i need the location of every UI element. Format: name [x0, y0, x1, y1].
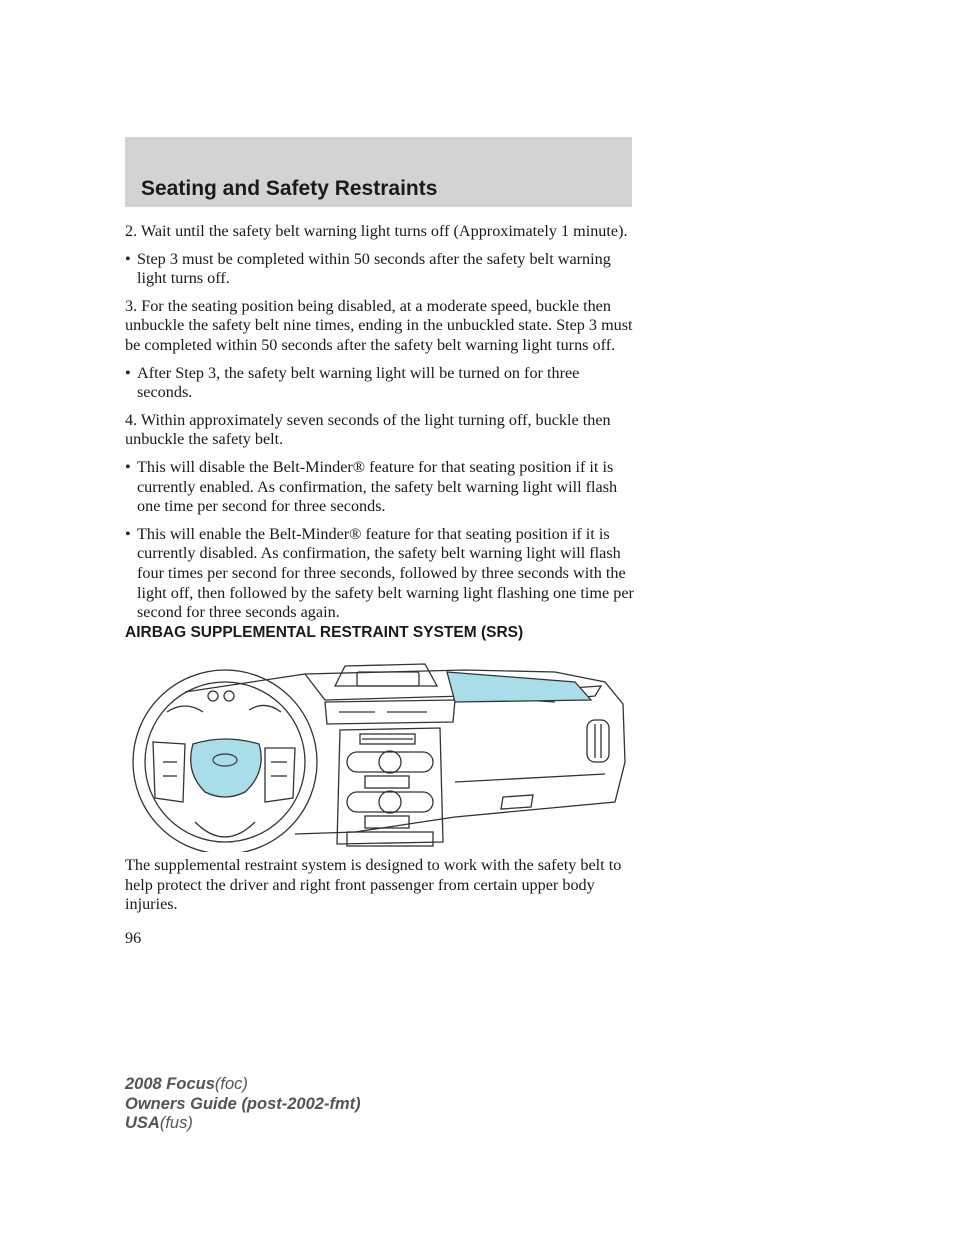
center-display [335, 664, 437, 686]
srs-paragraph [125, 856, 635, 915]
document-footer [125, 1075, 361, 1134]
footer-model: 2008 Focus [125, 1075, 215, 1093]
bullet-text: This will enable the Belt-Minder® feature for that seating position if it is currently disabled. As confirmation, the safety belt warning light will flash four times per second for three seconds, followed by three seconds with the light off, then followed by the safety belt warning light flashing one time per second for three seconds again. [137, 524, 634, 622]
bullet-item [125, 250, 635, 289]
footer-line-1 [125, 1075, 361, 1095]
bullet-item [125, 364, 635, 403]
footer-market: USA [125, 1114, 160, 1132]
dashboard-airbag-illustration [125, 652, 635, 884]
driver-airbag-highlight [191, 739, 261, 797]
airbag-section-heading: AIRBAG SUPPLEMENTAL RESTRAINT SYSTEM (SRS) [125, 624, 524, 641]
footer-line-3 [125, 1114, 361, 1134]
bullet-dot: • [125, 457, 131, 476]
section-title: Seating and Safety Restraints [141, 177, 438, 200]
instructions-body [125, 222, 635, 631]
step-2-text: 2. Wait until the safety belt warning light turns off (Approximately 1 minute). [125, 222, 628, 240]
passenger-airbag-highlight [447, 672, 591, 702]
bullet-item [125, 525, 635, 623]
footer-market-code: (fus) [159, 1114, 193, 1132]
bullet-text: After Step 3, the safety belt warning light will be turned on for three seconds. [137, 363, 580, 402]
bullet-text: Step 3 must be completed within 50 seconds after the safety belt warning light turns off. [137, 249, 611, 288]
footer-line-2: Owners Guide (post-2002-fmt) [125, 1094, 361, 1113]
bullet-dot: • [125, 363, 131, 382]
section-header-bar [125, 137, 632, 207]
step-3-text: 3. For the seating position being disabled, at a moderate speed, buckle then unbuckle the safety belt nine times, ending in the unbuckled state. Step 3 must be completed within 50 seconds after the safety belt warning light turns off. [125, 296, 633, 354]
step-4-text: 4. Within approximately seven seconds of the light turning off, buckle then unbuckle the safety belt. [125, 410, 611, 449]
bullet-text: This will disable the Belt-Minder® feature for that seating position if it is currently enabled. As confirmation, the safety belt warning light will flash one time per second for three seconds. [137, 457, 618, 516]
dashboard-drawing [125, 652, 635, 852]
srs-description: The supplemental restraint system is designed to work with the safety belt to help protect the driver and right front passenger from certain upper body injuries. [125, 856, 622, 914]
page-number: 96 [125, 929, 142, 947]
bullet-dot: • [125, 249, 131, 268]
footer-model-code: (foc) [214, 1075, 248, 1093]
bullet-item [125, 458, 635, 517]
bullet-dot: • [125, 524, 131, 543]
